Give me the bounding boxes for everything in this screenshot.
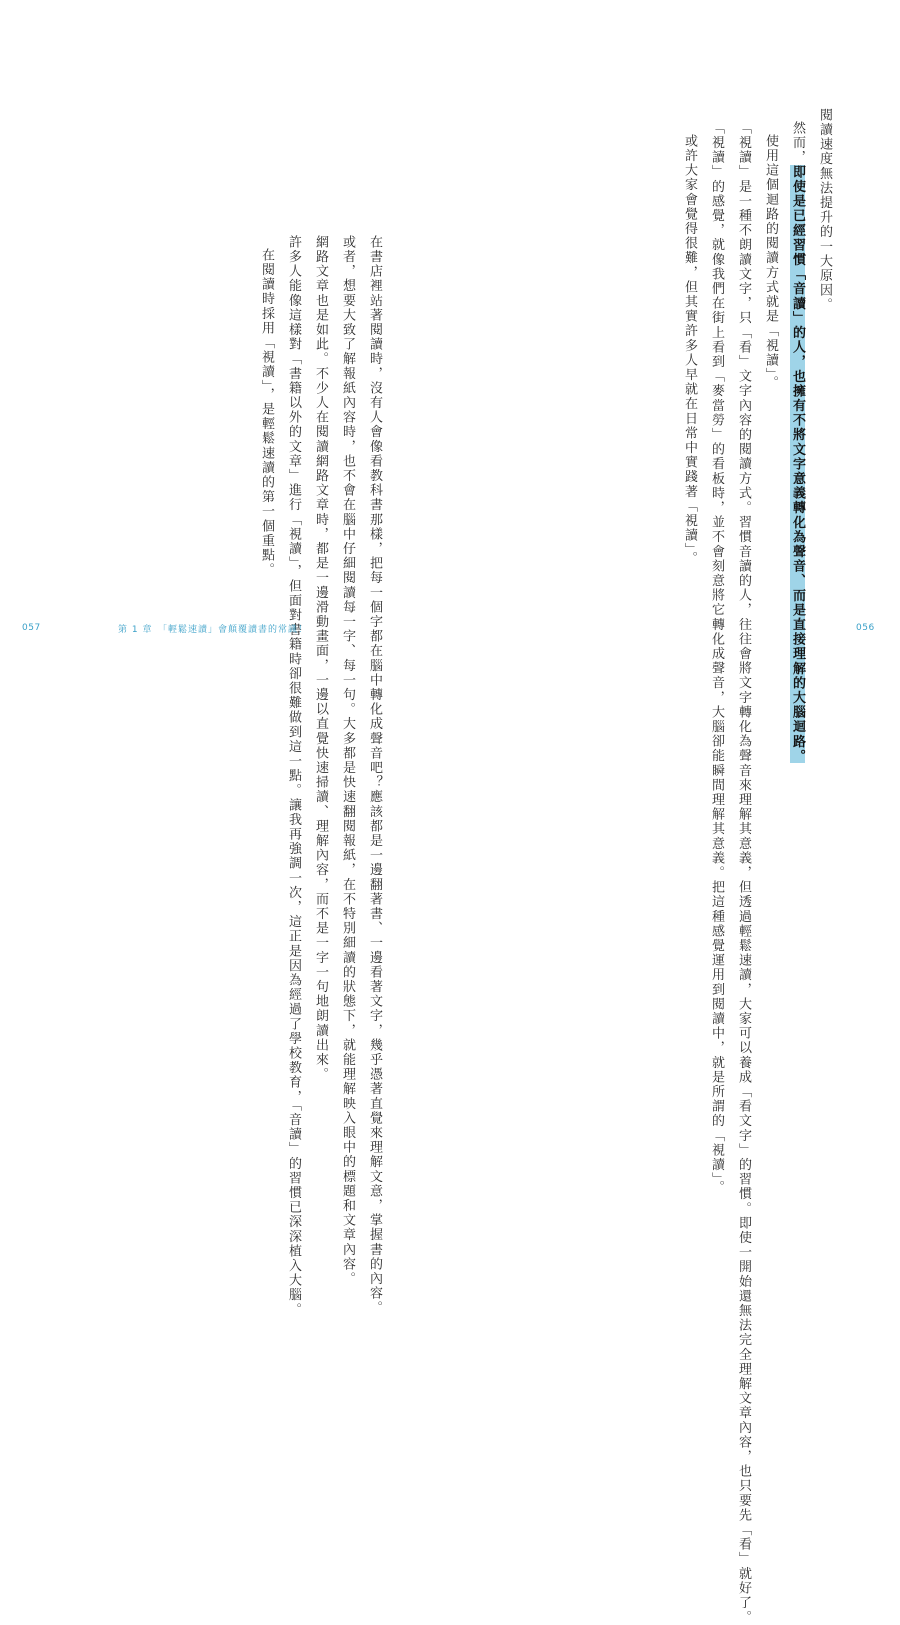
paragraph-6: 或許大家會覺得很難，但其實許多人早就在日常中實踐著「視讀」。	[682, 134, 697, 566]
left-page	[0, 0, 450, 1317]
paragraph-1: 閱讀速度無法提升的一大原因。	[817, 108, 832, 313]
paragraph-8: 或者，想要大致了解報紙內容時，也不會在腦中仔細閱讀每一字、每一句。大多都是快速翻閱報紙，在不特別細讀的狀態下，就能理解映入眼中的標題和文章內容。	[340, 235, 355, 1287]
page-number-left: 057	[22, 623, 41, 633]
paragraph-9: 網路文章也是如此。不少人在閱讀網路文章時，都是一邊滑動畫面，一邊以直覺快速掃讀、理解內容，而不是一字一句地朗讀出來。	[313, 235, 328, 1082]
paragraph-11: 在閱讀時採用「視讀」，是輕鬆速讀的第一個重點。	[259, 248, 274, 578]
right-page-body	[676, 108, 838, 1625]
paragraph-7: 在書店裡站著閱讀時，沒有人會像看教科書那樣，把每一個字都在腦中轉化成聲音吧？應該都是一邊翻著書、一邊看著文字，幾乎憑著直覺來理解文意，掌握書的內容。	[367, 235, 382, 1316]
paragraph-5: 「視讀」的感覺，就像我們在街上看到「麥當勞」的看板時，並不會刻意將它轉化成聲音，大腦卻能瞬間理解其意義。把這種感覺運用到閱讀中，就是所謂的「視讀」。	[709, 121, 724, 1195]
paragraph-10: 許多人能像這樣對「書籍以外的文章」進行「視讀」，但面對書籍時卻很難做到這一點。讓我再強調一次，這正是因為經過了學校教育，「音讀」的習慣已深深植入大腦。	[286, 235, 301, 1317]
paragraph-2-prefix: 然而，	[790, 121, 805, 165]
paragraph-3: 使用這個迴路的閱讀方式就是「視讀」。	[763, 134, 778, 391]
running-head: 第 1 章 「輕鬆速讀」會顛覆讀書的常識！	[118, 625, 308, 635]
paragraph-2	[784, 108, 811, 764]
page-number-right: 056	[856, 623, 875, 633]
paragraph-4: 「視讀」是一種不朗讀文字，只「看」文字內容的閱讀方式。習慣音讀的人，往往會將文字轉化為聲音來理解其意義，但透過輕鬆速讀，大家可以養成「看文字」的習慣。即使一開始還無法完全理解文章內容，也只要先「看」就好了。	[736, 121, 751, 1625]
right-page	[450, 0, 900, 1625]
highlighted-key-sentence: 即使是已經習慣「音讀」的人，也擁有不將文字意義轉化為聲音、而是直接理解的大腦迴路。	[790, 164, 805, 764]
left-page-body	[253, 222, 388, 1317]
